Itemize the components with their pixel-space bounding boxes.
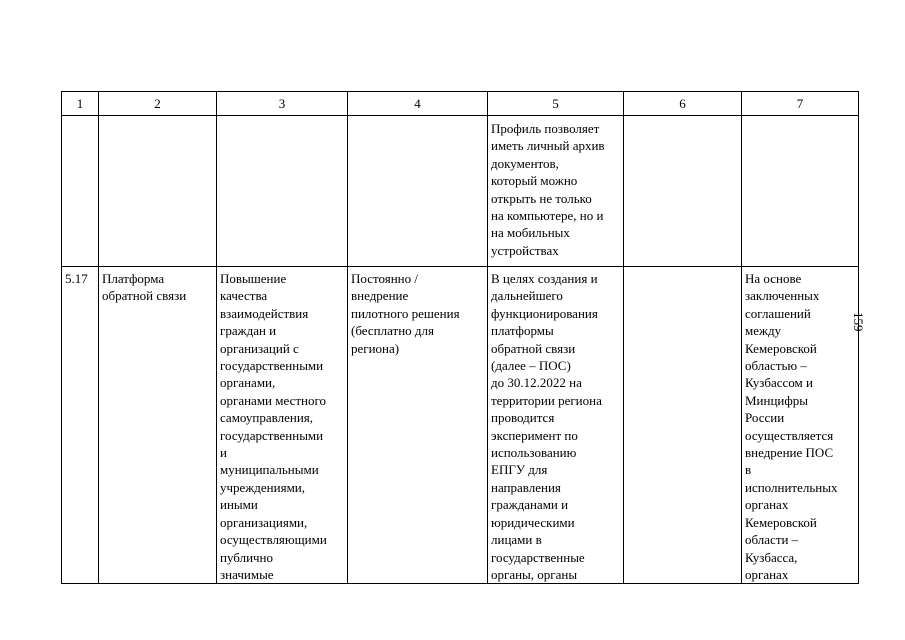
item-number: 5.17 (62, 267, 99, 584)
table-cell (99, 116, 217, 267)
item-term: Постоянно / внедрение пилотного решения (бесплатно для региона) (348, 267, 488, 584)
column-header-2: 2 (99, 92, 217, 116)
column-header-7: 7 (742, 92, 859, 116)
table-cell (348, 116, 488, 267)
column-header-4: 4 (348, 92, 488, 116)
column-header-3: 3 (217, 92, 348, 116)
table-row (62, 267, 859, 584)
column-header-1: 1 (62, 92, 99, 116)
column-header-6: 6 (624, 92, 742, 116)
table-cell (62, 116, 99, 267)
item-description: В целях создания и дальнейшего функционирования платформы обратной связи (далее – ПОС) до 30.12.2022 на территории региона проводится эксперимент по использованию ЕПГУ для направления гражданами и юридическими лицами в государственные органы, органы (488, 267, 624, 584)
table-header-row (62, 92, 859, 116)
item-implementation: На основе заключенных соглашений между Кемеровской областью – Кузбассом и Минцифры России осуществляется внедрение ПОС в исполнительных органах Кемеровской области – Кузбасса, органах (742, 267, 859, 584)
table-cell-description: Профиль позволяет иметь личный архив документов, который можно открыть не только на компьютере, но и на мобильных устройствах (488, 116, 624, 267)
item-goal: Повышение качества взаимодействия граждан и организаций с государственными органами, органами местного самоуправления, государственными и муниципальными учреждениями, иными организациями, осуществляющими публично значимые (217, 267, 348, 584)
document-table (61, 91, 859, 584)
table-cell (624, 116, 742, 267)
table-cell (624, 267, 742, 584)
page-number: 159 (851, 312, 866, 332)
table-cell (217, 116, 348, 267)
column-header-5: 5 (488, 92, 624, 116)
item-name: Платформа обратной связи (99, 267, 217, 584)
table-row (62, 116, 859, 267)
table-cell (742, 116, 859, 267)
